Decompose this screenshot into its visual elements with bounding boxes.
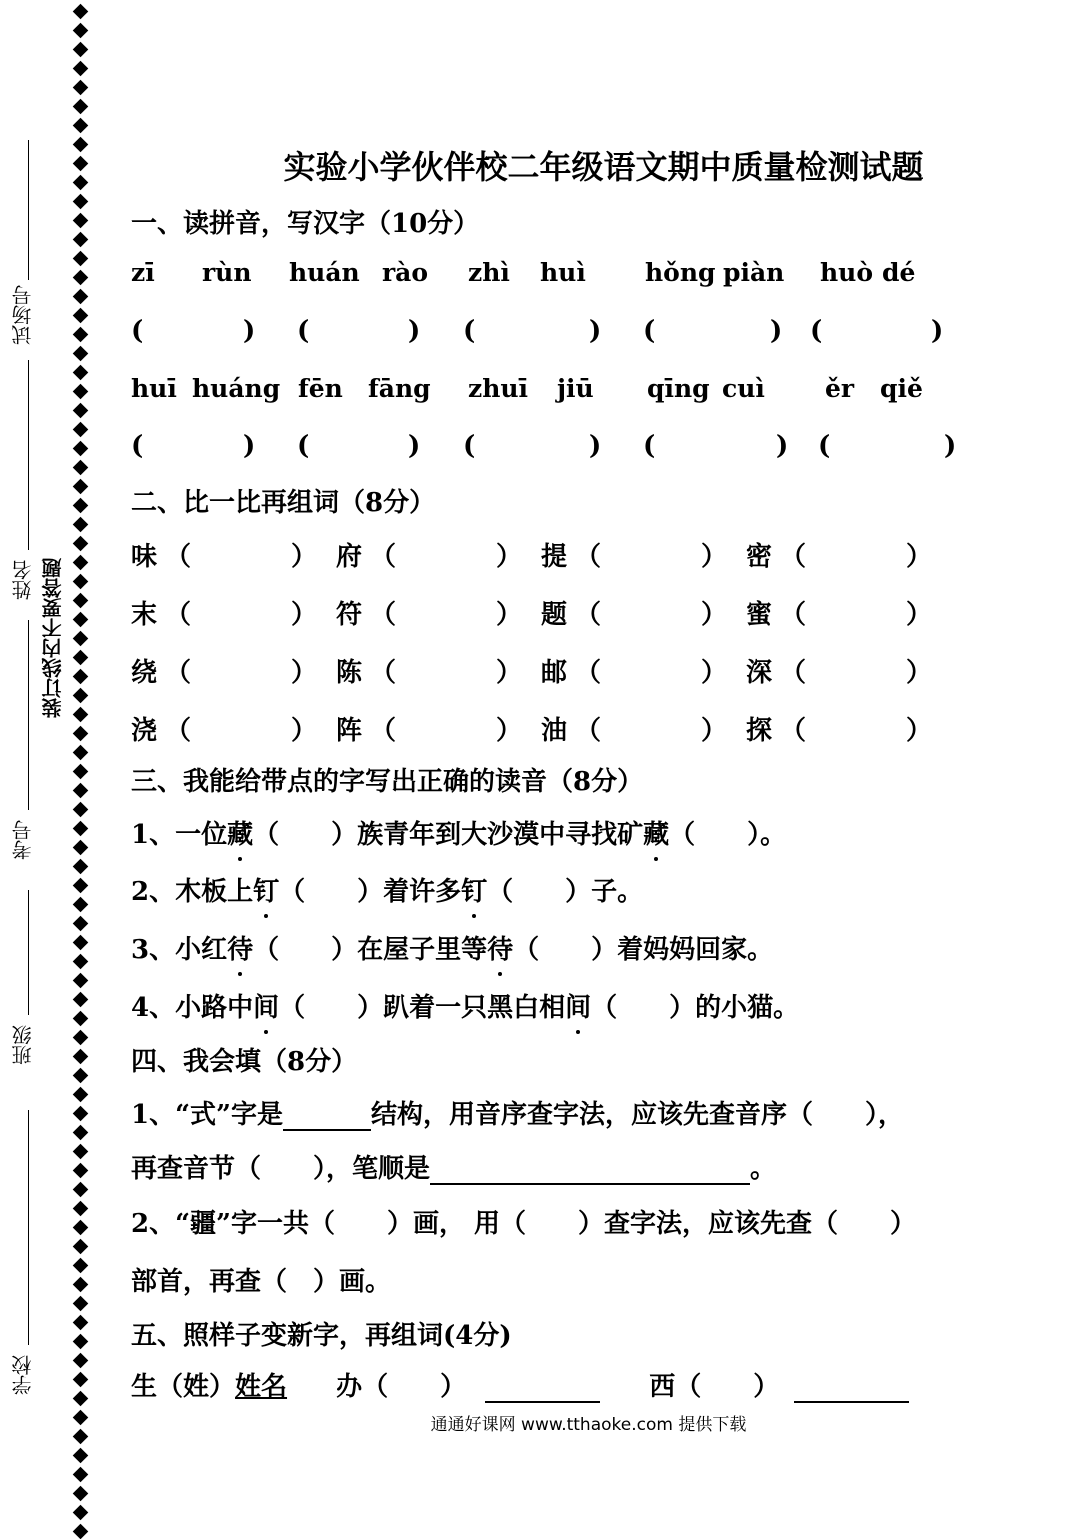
paren-open: ( — [810, 316, 823, 346]
q2-text-c: （ ）着许多 — [279, 877, 462, 907]
diamond-mark — [73, 973, 89, 989]
paren-open: ( — [463, 316, 476, 346]
q1-text-d: 。 — [750, 1154, 777, 1184]
dotted-char: 待 — [487, 929, 513, 966]
diamond-mark — [73, 897, 89, 913]
paren-open: ( — [131, 431, 144, 461]
pinyin: zhì — [468, 258, 510, 287]
pinyin: qiě — [880, 374, 923, 403]
pinyin: zhuī — [468, 374, 529, 403]
diamond-mark — [73, 1030, 89, 1046]
diamond-mark — [73, 707, 89, 723]
diamond-mark — [73, 935, 89, 951]
class-label: 班级 — [11, 1025, 35, 1065]
compare-char: 味 — [131, 542, 158, 572]
diamond-mark — [73, 42, 89, 58]
paren-open: （ — [780, 542, 807, 572]
school-line — [28, 1110, 29, 1345]
paren-open: ( — [643, 316, 656, 346]
compare-char: 符 — [336, 600, 363, 630]
page-title: 实验小学伙伴校二年级语文期中质量检测试题 — [283, 148, 924, 186]
pinyin: zī — [131, 258, 155, 287]
paren-close: ) — [408, 316, 421, 346]
dotted-char: 钉 — [461, 871, 487, 908]
pinyin: huáng — [192, 374, 281, 403]
q3-text-c: （ ）在屋子里等 — [253, 935, 488, 965]
answer-blank[interactable] — [485, 1375, 600, 1403]
diamond-mark — [73, 346, 89, 362]
paren-open: （ — [575, 600, 602, 630]
diamond-mark — [73, 764, 89, 780]
paren-close: ） — [701, 542, 728, 572]
diamond-mark — [73, 1087, 89, 1103]
diamond-mark — [73, 1201, 89, 1217]
paren-close: ） — [291, 542, 318, 572]
diamond-mark — [73, 1258, 89, 1274]
footer-credit: 通通好课网 www.tthaoke.com 提供下载 — [430, 1415, 747, 1435]
pinyin: piàn — [723, 258, 785, 287]
paren-close: ) — [243, 316, 256, 346]
dotted-char: 待 — [227, 929, 253, 966]
diamond-mark — [73, 80, 89, 96]
binding-diamond-border — [68, 0, 98, 1536]
diamond-mark — [73, 384, 89, 400]
paren-close: ) — [770, 316, 783, 346]
example-word: 姓名 — [235, 1372, 288, 1402]
paren-close: ) — [931, 316, 944, 346]
compare-char: 绕 — [131, 658, 158, 688]
paren-open: （ — [575, 658, 602, 688]
item2-text: 西（ ） — [649, 1372, 780, 1402]
answer-blank[interactable] — [283, 1103, 371, 1131]
q1-text-c: 再查音节（ ），笔顺是 — [131, 1154, 431, 1184]
diamond-mark — [73, 631, 89, 647]
paren-close: ） — [906, 600, 933, 630]
diamond-mark — [73, 498, 89, 514]
section3-question-3 — [131, 929, 773, 966]
diamond-mark — [73, 308, 89, 324]
paren-open: （ — [165, 658, 192, 688]
diamond-mark — [73, 517, 89, 533]
section2-heading: 二、比一比再组词（8分） — [131, 488, 436, 518]
paren-open: （ — [370, 600, 397, 630]
paren-close: ） — [906, 658, 933, 688]
diamond-mark — [73, 289, 89, 305]
diamond-mark — [73, 194, 89, 210]
paren-close: ) — [408, 431, 421, 461]
compare-char: 邮 — [541, 658, 568, 688]
diamond-mark — [73, 783, 89, 799]
paren-open: ( — [131, 316, 144, 346]
diamond-mark — [73, 232, 89, 248]
compare-char: 油 — [541, 716, 568, 746]
pinyin: qīng — [647, 374, 710, 403]
diamond-mark — [73, 1372, 89, 1388]
pinyin: hǒng — [645, 258, 716, 287]
paren-close: ) — [589, 316, 602, 346]
pinyin: ěr — [825, 374, 855, 403]
diamond-mark — [73, 1353, 89, 1369]
exam-no-line — [28, 620, 29, 810]
diamond-mark — [73, 992, 89, 1008]
q3-text-e: （ ）着妈妈回家。 — [513, 935, 774, 965]
q2-text-a: 2、木板上 — [131, 877, 254, 907]
paren-open: （ — [575, 542, 602, 572]
section3-question-4 — [131, 987, 799, 1024]
diamond-mark — [73, 1524, 89, 1539]
compare-char: 深 — [746, 658, 773, 688]
diamond-mark — [73, 118, 89, 134]
diamond-mark — [73, 1315, 89, 1331]
diamond-mark — [73, 1220, 89, 1236]
section1-heading: 一、读拼音，写汉字（10分） — [131, 209, 480, 239]
diamond-mark — [73, 1486, 89, 1502]
paren-open: （ — [370, 542, 397, 572]
compare-char: 浇 — [131, 716, 158, 746]
diamond-mark — [73, 365, 89, 381]
paren-open: ( — [297, 316, 310, 346]
diamond-mark — [73, 1505, 89, 1521]
section5-heading: 五、照样子变新字，再组词(4分) — [131, 1321, 512, 1351]
compare-char: 提 — [541, 542, 568, 572]
section3-question-2 — [131, 871, 643, 908]
diamond-mark — [73, 1334, 89, 1350]
pinyin: huán — [289, 258, 360, 287]
q1-text-c: （ ）族青年到大沙漠中寻找矿 — [253, 820, 644, 850]
q2-text-e: （ ）子。 — [487, 877, 644, 907]
compare-char: 题 — [541, 600, 568, 630]
diamond-mark — [73, 821, 89, 837]
item1-text: 办（ ） — [336, 1372, 467, 1402]
paren-open: （ — [575, 716, 602, 746]
diamond-mark — [73, 460, 89, 476]
diamond-mark — [73, 61, 89, 77]
paren-open: （ — [370, 658, 397, 688]
paren-close: ） — [701, 600, 728, 630]
binding-margin — [0, 0, 60, 1536]
section4-question-1 — [131, 1094, 904, 1131]
paren-close: ) — [243, 431, 256, 461]
q3-text-a: 3、小红 — [131, 935, 228, 965]
pinyin: rào — [382, 258, 429, 287]
paren-open: （ — [165, 542, 192, 572]
dotted-char: 间 — [565, 987, 591, 1024]
diamond-mark — [73, 669, 89, 685]
diamond-mark — [73, 726, 89, 742]
paren-open: （ — [165, 716, 192, 746]
diamond-mark — [73, 1106, 89, 1122]
dotted-char: 钉 — [253, 871, 279, 908]
diamond-mark — [73, 251, 89, 267]
paren-close: ） — [906, 542, 933, 572]
diamond-mark — [73, 1467, 89, 1483]
pinyin: fēn — [298, 374, 343, 403]
diamond-mark — [73, 4, 89, 20]
diamond-mark — [73, 688, 89, 704]
diamond-mark — [73, 612, 89, 628]
diamond-mark — [73, 23, 89, 39]
diamond-mark — [73, 99, 89, 115]
diamond-mark — [73, 1239, 89, 1255]
q1-text-a: 1、一位 — [131, 820, 228, 850]
diamond-mark — [73, 1068, 89, 1084]
dotted-char: 藏 — [227, 814, 253, 851]
diamond-mark — [73, 1448, 89, 1464]
section3-heading: 三、我能给带点的字写出正确的读音（8分） — [131, 767, 644, 797]
pinyin: dé — [882, 258, 916, 287]
dotted-char: 间 — [253, 987, 279, 1024]
paren-close: ） — [496, 658, 523, 688]
compare-char: 陈 — [336, 658, 363, 688]
compare-char: 府 — [336, 542, 363, 572]
pinyin: cuì — [722, 374, 765, 403]
example-text: 生（姓） — [131, 1372, 236, 1402]
paren-close: ） — [701, 658, 728, 688]
diamond-mark — [73, 878, 89, 894]
paren-close: ） — [291, 658, 318, 688]
section4-question-2-cont: 部首，再查（ ）画。 — [131, 1267, 392, 1297]
answer-blank[interactable] — [794, 1375, 909, 1403]
paren-close: ） — [906, 716, 933, 746]
diamond-mark — [73, 1182, 89, 1198]
diamond-mark — [73, 1011, 89, 1027]
section4-question-2: 2、“疆”字一共（ ）画， 用（ ）查字法，应该先查（ ） — [131, 1209, 917, 1239]
diamond-mark — [73, 270, 89, 286]
section5-items — [131, 1366, 909, 1403]
diamond-mark — [73, 745, 89, 761]
diamond-mark — [73, 1296, 89, 1312]
diamond-mark — [73, 1144, 89, 1160]
diamond-mark — [73, 593, 89, 609]
q4-text-e: （ ）的小猫。 — [591, 993, 800, 1023]
diamond-mark — [73, 327, 89, 343]
paren-close: ) — [944, 431, 957, 461]
pinyin: huì — [540, 258, 586, 287]
paren-open: （ — [780, 600, 807, 630]
q1-text-a: 1、“式”字是 — [131, 1100, 284, 1130]
name-label: 姓名 — [11, 560, 35, 600]
diamond-mark — [73, 1277, 89, 1293]
q4-text-a: 4、小路中 — [131, 993, 254, 1023]
paren-open: ( — [818, 431, 831, 461]
diamond-mark — [73, 403, 89, 419]
paren-close: ） — [291, 716, 318, 746]
paren-open: ( — [463, 431, 476, 461]
pinyin: huò — [820, 258, 874, 287]
school-label: 学校 — [11, 1355, 35, 1395]
diamond-mark — [73, 916, 89, 932]
binding-note: 装订线内不要答题 — [41, 558, 65, 718]
paren-open: ( — [643, 431, 656, 461]
paren-close: ) — [589, 431, 602, 461]
diamond-mark — [73, 1125, 89, 1141]
answer-blank[interactable] — [430, 1157, 750, 1185]
compare-char: 末 — [131, 600, 158, 630]
diamond-mark — [73, 859, 89, 875]
diamond-mark — [73, 422, 89, 438]
section4-heading: 四、我会填（8分） — [131, 1047, 358, 1077]
diamond-mark — [73, 840, 89, 856]
q1-text-e: （ ）。 — [669, 820, 787, 850]
diamond-mark — [73, 1163, 89, 1179]
paren-close: ） — [496, 716, 523, 746]
paren-close: ) — [776, 431, 789, 461]
diamond-mark — [73, 555, 89, 571]
compare-char: 蜜 — [746, 600, 773, 630]
pinyin: rùn — [202, 258, 252, 287]
name-line — [28, 360, 29, 550]
section3-question-1 — [131, 814, 786, 851]
diamond-mark — [73, 650, 89, 666]
class-line — [28, 890, 29, 1015]
pinyin: fāng — [368, 374, 431, 403]
paren-close: ） — [496, 600, 523, 630]
paren-open: （ — [370, 716, 397, 746]
compare-char: 探 — [746, 716, 773, 746]
diamond-mark — [73, 213, 89, 229]
paren-open: （ — [780, 716, 807, 746]
paren-close: ） — [291, 600, 318, 630]
paren-close: ） — [701, 716, 728, 746]
paren-open: ( — [297, 431, 310, 461]
diamond-mark — [73, 802, 89, 818]
q4-text-c: （ ）趴着一只黑白相 — [279, 993, 566, 1023]
diamond-mark — [73, 1049, 89, 1065]
dotted-char: 藏 — [643, 814, 669, 851]
section4-question-1-cont — [131, 1148, 776, 1185]
pinyin: huī — [131, 374, 177, 403]
pinyin: jiū — [557, 374, 594, 403]
compare-char: 密 — [746, 542, 773, 572]
compare-char: 阵 — [336, 716, 363, 746]
diamond-mark — [73, 574, 89, 590]
diamond-mark — [73, 1391, 89, 1407]
paren-open: （ — [780, 658, 807, 688]
diamond-mark — [73, 536, 89, 552]
diamond-mark — [73, 441, 89, 457]
diamond-mark — [73, 479, 89, 495]
exam-room-label: 试场号 — [11, 285, 35, 345]
exam-no-label: 考号 — [11, 820, 35, 860]
diamond-mark — [73, 954, 89, 970]
paren-open: （ — [165, 600, 192, 630]
paren-close: ） — [496, 542, 523, 572]
q1-text-b: 结构，用音序查字法，应该先查音序（ ）， — [371, 1100, 905, 1130]
